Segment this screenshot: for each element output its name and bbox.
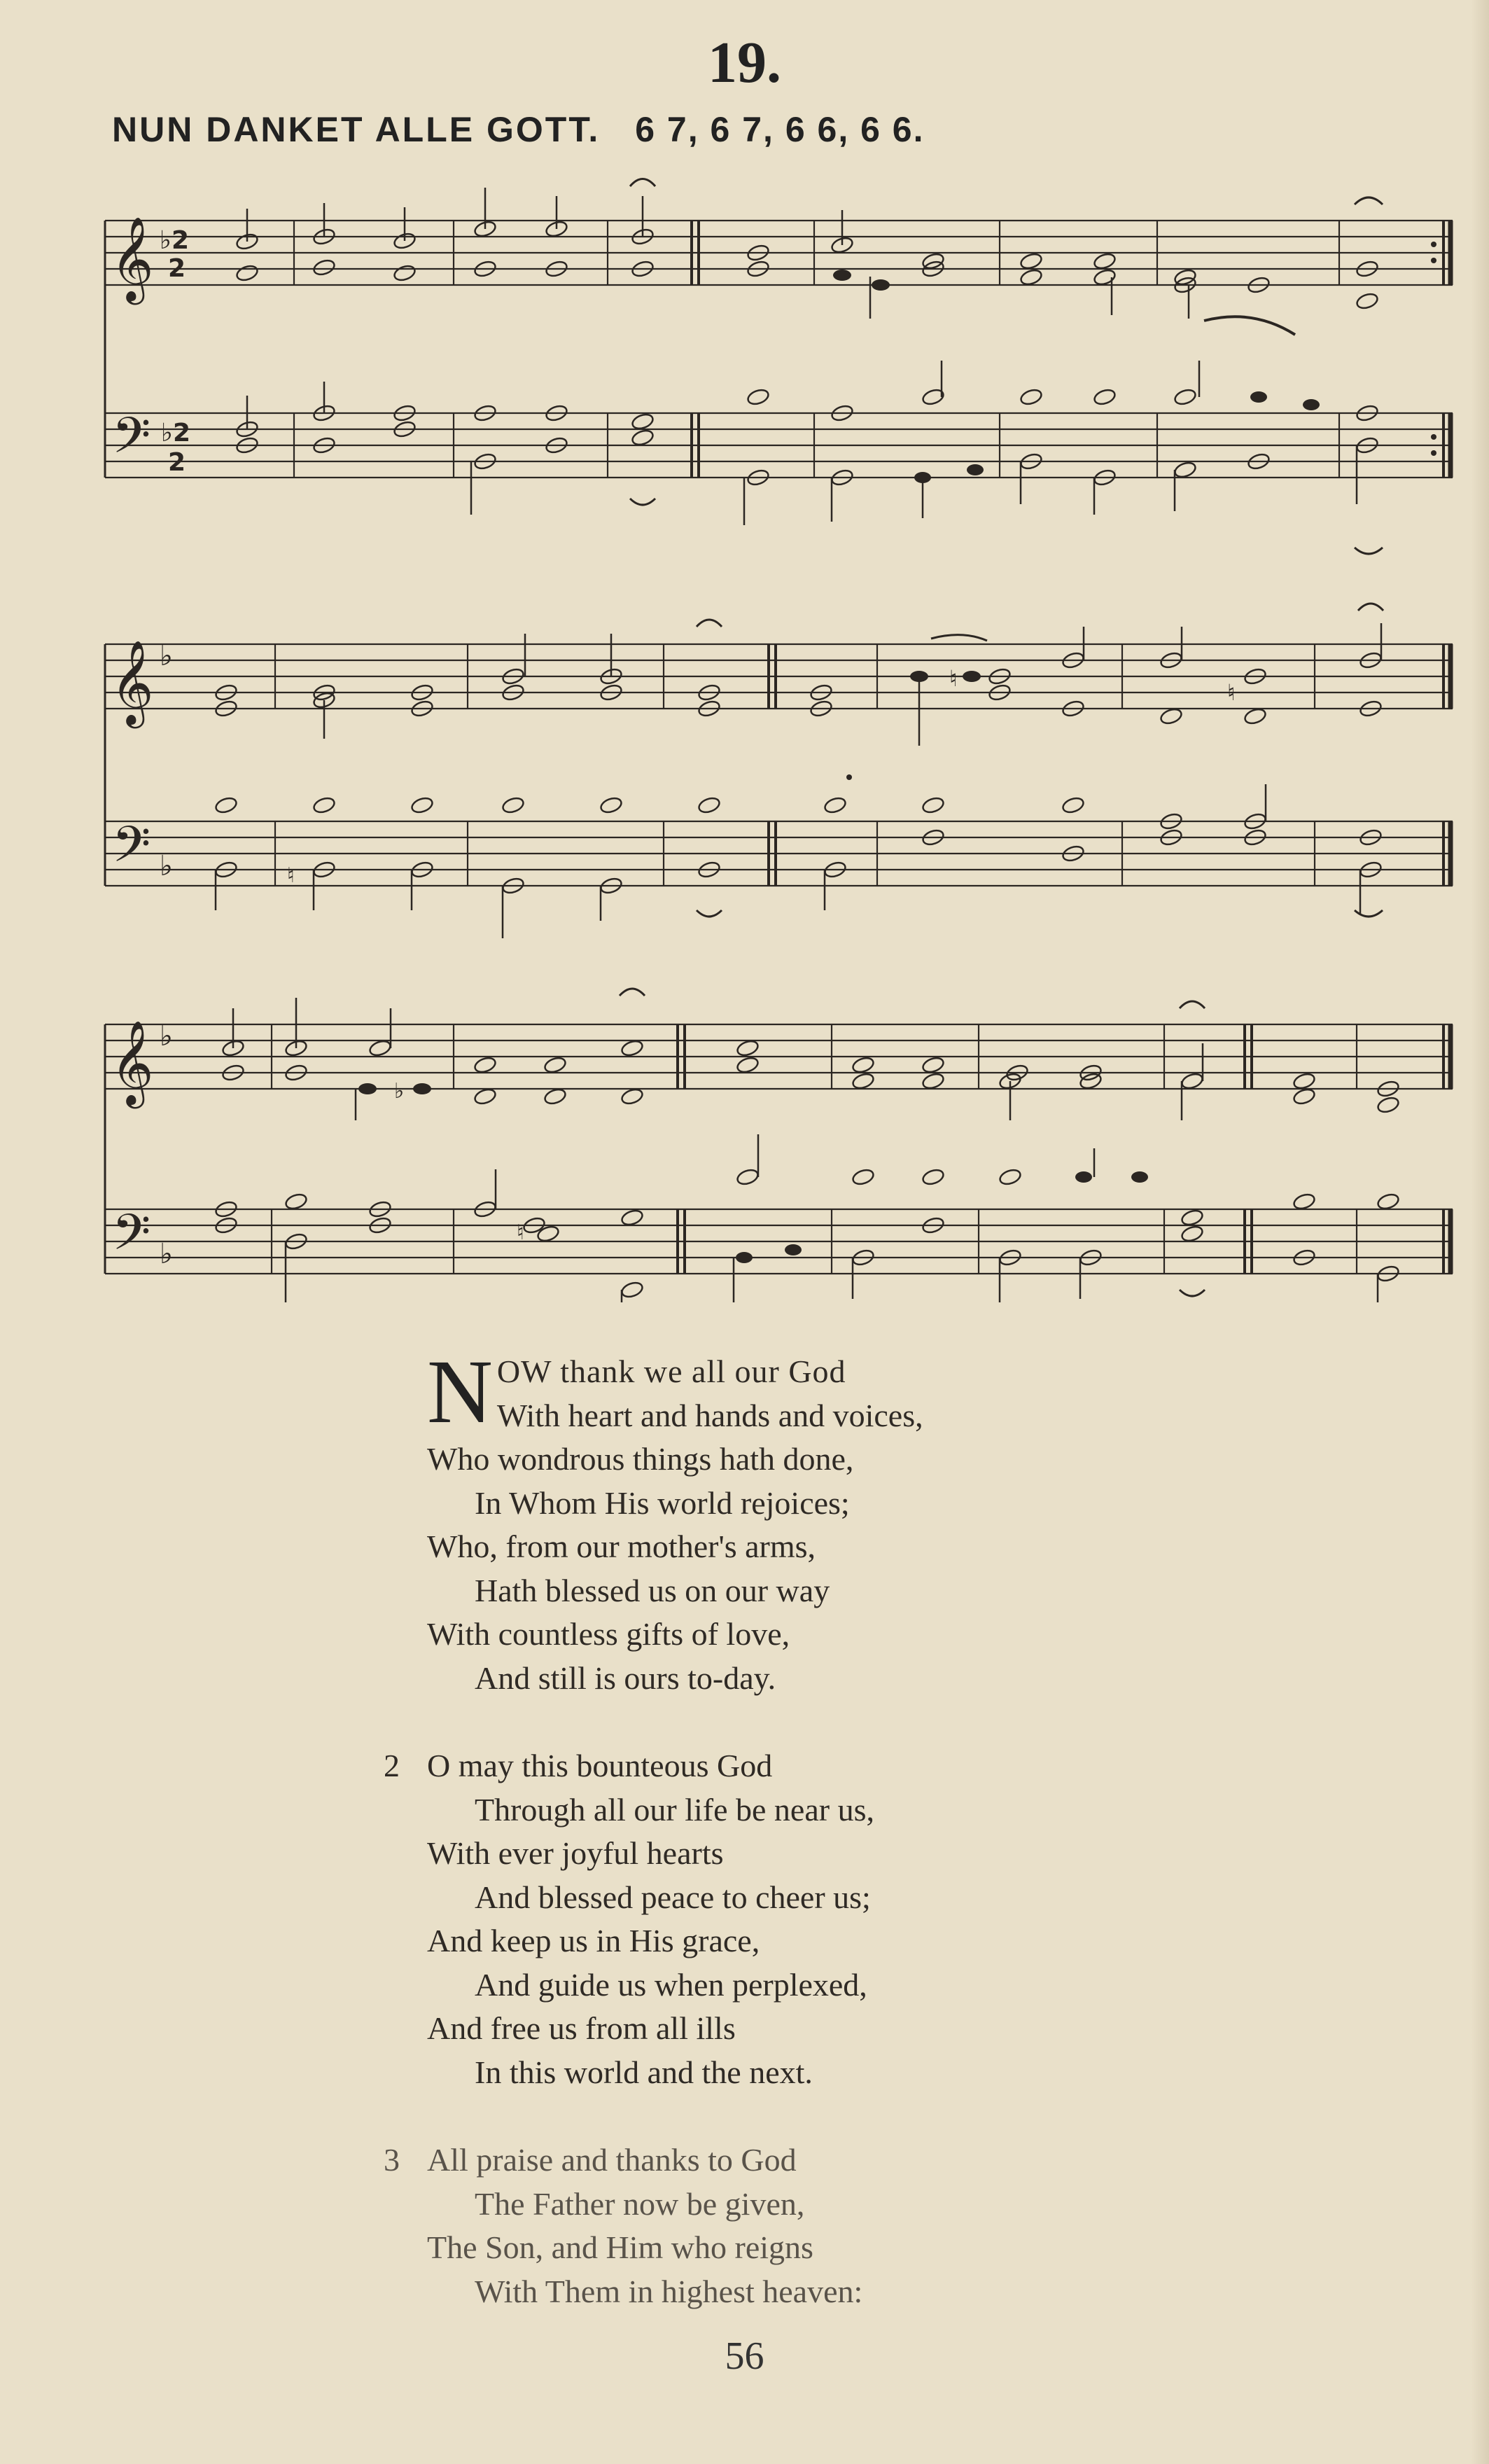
verse-number: 2 bbox=[384, 1748, 400, 1783]
bass-fermata-1 bbox=[630, 499, 1383, 554]
tie-2 bbox=[931, 635, 987, 641]
bass-clef-2: 𝄢 bbox=[112, 816, 151, 886]
lyric-line: Who, from our mother's arms, bbox=[427, 1529, 816, 1564]
page-number: 56 bbox=[725, 2334, 764, 2378]
time-signature-top-1: ♭2 bbox=[160, 226, 190, 255]
lyric-line: And guide us when perplexed, bbox=[475, 1966, 867, 2003]
lyric-line: In Whom His world rejoices; bbox=[475, 1484, 850, 1521]
lyric-line: O may this bounteous God bbox=[427, 1748, 773, 1783]
treble-notes-2 bbox=[214, 623, 1383, 746]
flat-sign-3: ♭ bbox=[394, 1079, 405, 1104]
lyric-line: With heart and hands and voices, bbox=[496, 1397, 923, 1433]
drop-cap-letter: N bbox=[427, 1342, 493, 1442]
bass-time-signature-top-1: ♭2 bbox=[161, 419, 191, 447]
music-system-1 bbox=[105, 179, 1453, 555]
bass-natural-sign-3: ♮ bbox=[517, 1220, 524, 1245]
tune-name: NUN DANKET ALLE GOTT. bbox=[112, 110, 601, 149]
verse-1 bbox=[427, 1342, 1197, 1700]
bass-clef-3: 𝄢 bbox=[112, 1204, 151, 1274]
bass-key-signature-flat-2: ♭ bbox=[160, 850, 173, 882]
lyric-line: With ever joyful hearts bbox=[427, 1835, 724, 1871]
staff-treble-2 bbox=[105, 644, 1453, 709]
bass-key-signature-flat-3: ♭ bbox=[160, 1238, 173, 1270]
music-system-3 bbox=[105, 989, 1453, 1302]
lyric-line: Through all our life be near us, bbox=[475, 1791, 874, 1828]
lyric-line: And keep us in His grace, bbox=[427, 1923, 760, 1958]
bass-notes-2 bbox=[214, 784, 1383, 938]
lyric-line: In this world and the next. bbox=[475, 2054, 813, 2090]
lyric-line: And free us from all ills bbox=[427, 2010, 736, 2046]
treble-clef-1: 𝄞 bbox=[111, 216, 154, 301]
verse-3 bbox=[384, 2138, 1197, 2313]
treble-clef-2: 𝄞 bbox=[111, 639, 154, 725]
verse-number: 3 bbox=[384, 2142, 400, 2178]
fermata-3 bbox=[620, 989, 1205, 1008]
staff-treble-1 bbox=[105, 221, 1453, 285]
lyric-line: With countless gifts of love, bbox=[427, 1616, 790, 1652]
slur-1 bbox=[1204, 316, 1295, 335]
lyric-line: OW thank we all our God bbox=[496, 1353, 846, 1389]
key-signature-flat-2: ♭ bbox=[160, 640, 173, 672]
hymn-number: 19. bbox=[708, 30, 781, 95]
lyric-line: The Father now be given, bbox=[475, 2185, 805, 2222]
bar-lines-2 bbox=[275, 644, 1315, 886]
meter: 6 7, 6 7, 6 6, 6 6. bbox=[635, 110, 925, 149]
fermata-1 bbox=[630, 179, 1383, 205]
lyric-line: All praise and thanks to God bbox=[427, 2142, 797, 2178]
lyric-line: Hath blessed us on our way bbox=[475, 1572, 830, 1608]
lyric-line: And still is ours to-day. bbox=[475, 1659, 776, 1696]
natural-sign-2b: ♮ bbox=[1227, 679, 1236, 706]
fermata-2 bbox=[697, 604, 1383, 627]
staff-bass-2 bbox=[105, 821, 1453, 886]
double-bar-2 bbox=[769, 644, 1450, 886]
double-bar-1 bbox=[692, 221, 1450, 478]
bass-fermata-2 bbox=[697, 910, 1383, 917]
bass-fermata-3 bbox=[620, 1290, 1205, 1302]
lyric-line: Who wondrous things hath done, bbox=[427, 1441, 854, 1477]
bass-time-signature-bottom-1: 2 bbox=[168, 448, 186, 477]
bass-notes-1 bbox=[235, 361, 1379, 525]
bass-notes-3 bbox=[214, 1134, 1400, 1302]
lyric-line: And blessed peace to cheer us; bbox=[475, 1879, 871, 1915]
double-bar-3 bbox=[678, 1024, 1450, 1274]
bass-clef-1: 𝄢 bbox=[112, 407, 151, 477]
treble-clef-3: 𝄞 bbox=[111, 1019, 154, 1105]
verse-2 bbox=[384, 1744, 1197, 2094]
hymn-lyrics bbox=[384, 1342, 1197, 2313]
music-system-2 bbox=[105, 604, 1453, 938]
lyric-line: With Them in highest heaven: bbox=[475, 2273, 863, 2309]
bar-lines-3 bbox=[272, 1024, 1357, 1274]
bass-natural-sign-2: ♮ bbox=[287, 863, 295, 888]
key-signature-flat-3: ♭ bbox=[160, 1020, 173, 1052]
bar-lines-1 bbox=[294, 221, 1339, 478]
lyric-line: The Son, and Him who reigns bbox=[427, 2229, 813, 2265]
time-signature-bottom-1: 2 bbox=[168, 254, 186, 283]
natural-sign-2: ♮ bbox=[949, 665, 958, 692]
